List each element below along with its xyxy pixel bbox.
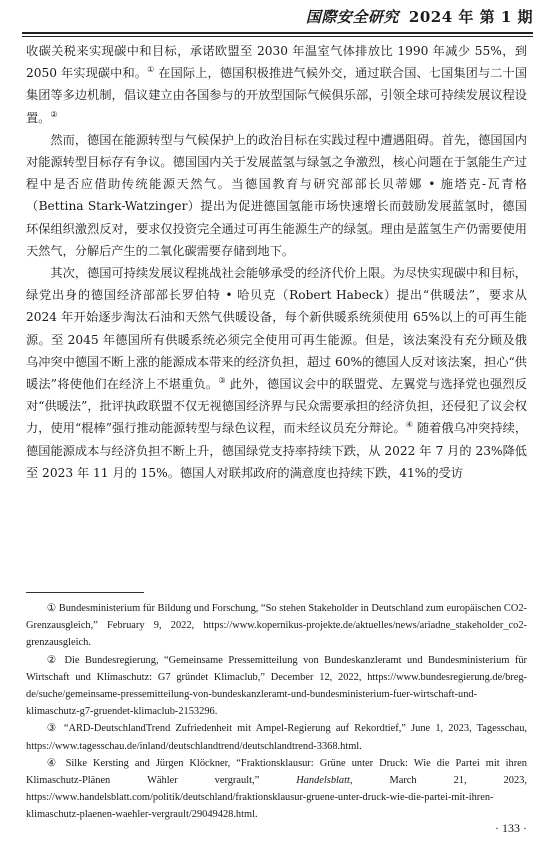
footnote: ① Bundesministerium für Bildung und Forschung, “So stehen Stakeholder in Deutschland zum europäischen CO2-Grenzausgleich,” February 9, 2022, https://www.kopernikus-projekte.de/aktuelles/news/ariadne_stakeholder_co2-grenzausgleich. (26, 603, 527, 649)
issue-label: 2024 年 第 1 期 (408, 8, 533, 26)
article-body (26, 40, 527, 484)
footnote-ref[interactable]: ① (147, 65, 155, 75)
page-number: · 133 · (495, 821, 527, 835)
paragraph: 其次，德国可持续发展议程挑战社会能够承受的经济代价上限。为尽快实现碳中和目标，绿党出身的德国经济部部长罗伯特 • 哈贝克（Robert Habeck）提出“供暖法”，要求从 2024 年开始逐步淘汰石油和天然气供暖设备，每个新供暖系统须使用 65%以上的可再生能源。至 2045 年德国所有供暖系统必须完全使用可再生能源。但是，该法案没有充分顾及俄乌冲突中德国不断上涨的能源成本带来的经济负担，超过 60%的德国人反对该法案，担心“供暖法”将使他们在经济上不堪重负。③ 此外，德国议会中的联盟党、左翼党与选择党也强烈反对“供暖法”，批评执政联盟不仅无视德国经济界与民众需要承担的经济负担，还侵犯了议会权力，使用“棍棒”强行推动能源转型与绿色议程，而未经议员充分辩论。④ 随着俄乌冲突持续，德国能源成本与经济负担不断上升，德国绿党支持率持续下跌，从 2022 年 7 月的 23%降低至 2023 年 11 月的 15%。德国人对联邦政府的满意度也持续下跌，41%的受访 (26, 266, 528, 480)
footnote: ④ Silke Kersting and Jürgen Klöckner, “Fraktionsklausur: Grüne unter Druck: Wie die Partei mit ihren Klimaschutz-Plänen Wähler vergrault,” Handelsblatt, March 21, 2023, https://www.handelsblatt.com/politik/deutschland/fraktionsklausur-gruene-unter-druck-wie-die-partei-mit-ihren-klimaschutz-plaenen-waehler-vergrault/29049428.html. (26, 757, 527, 821)
footnote-separator (26, 592, 144, 593)
header-rule-thin (22, 36, 533, 37)
footnote: ② Die Bundesregierung, “Gemeinsame Pressemitteilung von Bundeskanzleramt und Bundesministerium für Wirtschaft und Klimaschutz: G7 gründet Klimaclub,” December 12, 2022, https://www.bundesregierung.de/breg-de/suche/gemeinsame-pressemitteilung-von-bundeskanzleramt-und-bundesministerium-fuer-wirtschaft-und-klimaschutz-g7-gruendet-klimaclub-2153296. (26, 654, 527, 718)
footnote-ref[interactable]: ④ (405, 420, 413, 430)
footnote-ref[interactable]: ② (50, 109, 58, 119)
footnote-ref[interactable]: ③ (218, 375, 226, 385)
journal-name: 国際安全研究 (305, 8, 399, 26)
footnotes (26, 600, 527, 824)
header-rule-thick (22, 32, 533, 34)
footnote: ③ “ARD-DeutschlandTrend Zufriedenheit mit Ampel-Regierung auf Rekordtief,” June 1, 2023, Tagesschau, https://www.tagesschau.de/inland/deutschlandtrend/deutschlandtrend-3368.html. (26, 723, 527, 752)
running-header (22, 6, 533, 30)
paragraph: 收碳关税来实现碳中和目标，承诺欧盟至 2030 年温室气体排放比 1990 年减少 55%，到 2050 年实现碳中和。① 在国际上，德国积极推进气候外交，通过联合国、七国集团与二十国集团等多边机制，倡议建立由各国参与的开放型国际气候俱乐部，引领全球可持续发展议程设置。② (26, 44, 528, 125)
paragraph: 然而，德国在能源转型与气候保护上的政治目标在实践过程中遭遇阻碍。首先，德国国内对能源转型目标存有争议。德国国内关于发展蓝氢与绿氢之争激烈，核心问题在于氢能生产过程中是否应借助传统能源天然气。当德国教育与研究部部长贝蒂娜 • 施塔克-瓦青格（Bettina Stark-Watzinger）提出为促进德国氢能市场快速增长而鼓励发展蓝氢时，德国环保组织激烈反对，要求仅投资完全通过可再生能源生产的绿氢。理由是蓝氢生产仍需要使用天然气，分解后产生的二氧化碳需要存储到地下。 (26, 132, 527, 258)
